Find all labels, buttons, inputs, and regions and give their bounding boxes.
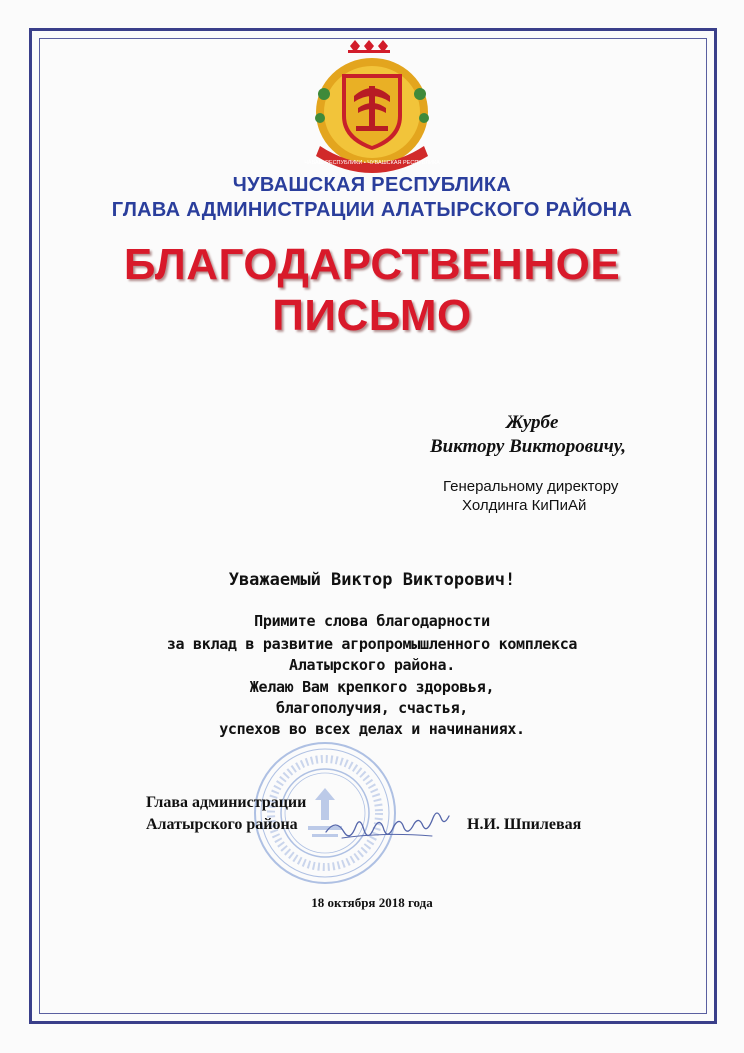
- signatory-title-line-1: Глава администрации: [146, 794, 307, 811]
- recipient-position-line-2: Холдинга КиПиАй: [462, 497, 587, 514]
- header-administration: ГЛАВА АДМИНИСТРАЦИИ АЛАТЫРСКОГО РАЙОНА: [111, 199, 633, 221]
- emblem-ribbon-text: ЧĂВАШ РЕСПУБЛИКИ • ЧУВАШСКАЯ РЕСПУБЛИКА: [304, 160, 440, 166]
- recipient-position-line-1: Генеральному директору: [443, 478, 619, 495]
- letter-line: успехов во всех делах и начинаниях.: [219, 720, 525, 738]
- letter-date: 18 октября 2018 года: [311, 895, 433, 910]
- letter-line: Желаю Вам крепкого здоровья,: [249, 678, 495, 696]
- handwritten-signature-icon: [322, 810, 462, 846]
- recipient-name: Виктору Викторовичу,: [430, 436, 626, 457]
- chuvash-coat-of-arms-icon: [302, 38, 442, 178]
- letter-greeting: Уважаемый Виктор Викторович!: [228, 570, 516, 590]
- title-line-1: БЛАГОДАРСТВЕННОЕ: [123, 240, 621, 289]
- signatory-name: Н.И. Шпилевая: [467, 816, 582, 833]
- header-republic: ЧУВАШСКАЯ РЕСПУБЛИКА: [232, 174, 512, 196]
- recipient-surname: Журбе: [506, 412, 559, 433]
- letter-line: благополучия, счастья,: [275, 699, 469, 717]
- letter-line: Примите слова благодарности: [254, 612, 490, 630]
- letter-line: за вклад в развитие агропромышленного комплекса: [166, 635, 578, 653]
- letter-line: Алатырского района.: [289, 656, 455, 674]
- title-line-2: ПИСЬМО: [272, 291, 472, 340]
- signatory-title-line-2: Алатырского района: [146, 816, 298, 833]
